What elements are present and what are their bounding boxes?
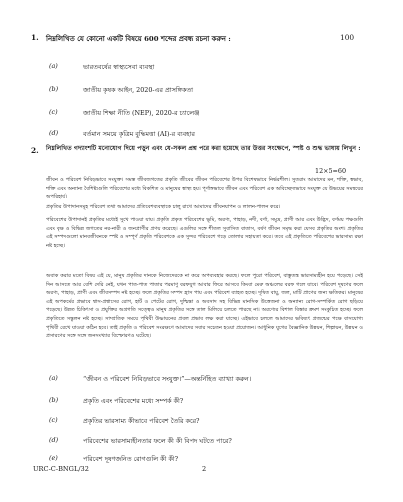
q2-sub-e-label: (e): [49, 454, 58, 462]
question-1-text: নিম্নলিখিত যে কোনো একটি বিষয়ে 600 শব্দের প্রবন্ধ রচনা করুন :: [46, 35, 231, 43]
q2-sub-c-text: প্রকৃতির ভারসাম্য কীভাবে পরিবেশ তৈরি করে?: [83, 417, 200, 425]
footer-page-number: 2: [202, 465, 207, 473]
q1-option-a-text: ভারতবর্ষের স্বাস্থ্যসেবা ব্যবস্থা: [83, 63, 155, 71]
q1-option-d-label: (d): [49, 129, 59, 137]
footer-paper-code: URC-C-BNGL/32: [33, 465, 89, 473]
q2-sub-b-label: (b): [49, 396, 59, 404]
q2-sub-a-label: (a): [49, 374, 58, 382]
q1-option-a-label: (a): [49, 62, 58, 70]
q2-sub-b-text: প্রকৃতি এবং পরিবেশের মধ্যে সম্পর্ক কী?: [83, 397, 184, 405]
passage-paragraph-3: পরিবেশের উপাদানই প্রকৃতির মধ্যেই সুখে পাওয়া যায়। প্রকৃতি প্রকৃত পরিবেশের ভূমি, অরণ্য, পাহাড়, নদী, বর্ণা, সমুদ্র, প্রাণী আর এবং উদ্ভিদ, বর্ণময় পক্ষগুলি এবং বৃক্ষ ও বিভিন্ন জগতের নর-নারী ও জনপ্রাণীর প্রণয় করেছে। এগুলির সঙ্গে শীতল সুবাসিত বাতাস, বর্ষণ জীবন সমৃদ্ধ করা যেসব প্রকৃতির অংশ। প্রকৃতির এই সম্পদগুলো মানবজীবনকে স্পষ্ট ও সম্পূর্ণ প্রকৃতি পরিবেশকে এক সুন্দর পরিবেশে গড়ে তোলার সহায়তা করে। তবে এই প্রকৃতিতে পরিবেশের ভারসাম্য রক্ষা নষ্ট হচ্ছে।: [46, 217, 363, 249]
question-2-number: 2.: [31, 146, 39, 155]
passage-paragraph-1: জীবন ও পরিবেশ নিবিড়ভাবে সংযুক্ত। সমস্ত জীবজগতের প্রকৃতি জীবের জীবন পরিবেশের উপর বিশেষভাবে নির্ভরশীল। সুতরাং আমাদের মন, শক্তি, স্বভাব, শক্তি এবং অন্যান্য বৈশিষ্ট্যগুলি পরিবেশের মধ্যে বিকশিত ও মানুষের স্বাস্থ্য হয়। পূর্ণাঙ্গভাবে জীবন এবং পরিবেশ এক অবিচ্ছেদ্যভাবে সংযুক্ত যে উভয়ের সমন্বয়ের অপরিহার্য।: [46, 177, 363, 201]
q2-sub-e-text: পরিবেশ দূষণজনিত রোগগুলি কী কী?: [83, 455, 179, 463]
q1-option-c-text: জাতীয় শিক্ষা নীতি (NEP), 2020-র চ্যালেঞ্জ: [83, 109, 200, 117]
question-2-marks: 12×5=60: [315, 167, 347, 175]
q1-option-b-text: জাতীয় কৃষক আইন, 2020-এর প্রাসঙ্গিকতা: [83, 86, 194, 94]
q2-sub-c-label: (c): [49, 416, 58, 424]
question-2-instruction: নিম্নলিখিত গদ্যাংশটি মনোযোগ দিয়ে পড়ুন এবং যে-সকল প্রশ্ন পরে করা হয়েছে তার উত্তর সংক্ষেপে, স্পষ্ট ও শুদ্ধ ভাষায় লিখুন :: [46, 145, 361, 152]
q1-option-d-text: বর্তমান সময়ে কৃত্রিম বুদ্ধিমত্তা (AI)-র ব্যবহার: [83, 130, 195, 138]
question-1-number: 1.: [31, 33, 39, 42]
q2-sub-d-label: (d): [49, 436, 59, 444]
q2-sub-d-text: পরিবেশের ভারসাম্যহীনতার ফলে কী কী বিপদ ঘটতে পারে?: [83, 437, 232, 445]
q1-option-b-label: (b): [49, 85, 59, 93]
q2-sub-a-text: “জীবন ও পরিবেশ নিবিড়ভাবে সংযুক্ত।”—অন্তর্নিহিত ব্যাখ্যা করুন।: [83, 375, 252, 383]
passage-paragraph-4: অবাক করার মতো বিষয় এই যে, মানুষ প্রকৃতির দানকে নিজেদেরকে না করে অপব্যবহার করছে। ফলে পুরো পরিবেশ, বাস্তুতন্ত্র ভারসাম্যহীন হয়ে পড়েছে। সেই দিন আসতে আর বেশি দেরি নেই, যখন পাত-পাত পাতার পরমাণু বরফযুগ আবার ফিরে আসবে কিংবা মেরু অঞ্চলের বরফ গলে যাবে। পরিবেশ দূষণের ফলে অরণ্য, পাহাড়, প্রাণী এবং জীবসম্পদ নষ্ট হচ্ছে। ফলে প্রকৃতির সম্পদ হ্রাস পায় এবং পরিবেশ ব্যাহত হচ্ছে। দূষিত বায়ু, জল, মাটি প্রাণের জন্য ক্ষতিকর। মানুষের এই অপকর্মের প্রভাবে শ্বাস-প্রশ্বাসের রোগ, হার্ট ও পেটের রোগ, দুশ্চিন্তা ও অবসাদ সহ বিভিন্ন মানসিক উত্তেজনা ও অন্যান্য রোগ-সম্পর্কিত রোগ ছড়িয়ে পড়েছে। উন্নত চিকিৎসা ও প্রযুক্তির অগ্রগতি সত্ত্বেও মানুষ প্রকৃতির সঙ্গে তাল মিলিয়ে চলতে পারছে না। অরণ্যের বিশাল বিস্তার ক্রমশ সংকুচিত হচ্ছে। ফলে প্রকৃতিতে সন্তুলন নষ্ট হচ্ছে। সাম্প্রতিক সময়ে পৃথিবী উষ্ণায়নের প্রবল প্রভাব লক্ষ করা যাচ্ছে। এইভাবে চললে আমাদের ভবিষ্যৎ প্রজন্মের পক্ষে বাসযোগ্য পৃথিবী রেখে যাওয়া কঠিন হবে। তাই প্রকৃতি ও পরিবেশ সংরক্ষণে আমাদের সবার সচেতন হওয়া প্রয়োজন। আধুনিক যুগের বৈজ্ঞানিক উন্নয়ন, শিল্পায়ন, উন্নয়ন ও প্রসারণের সঙ্গে সঙ্গে জনসংখ্যার বিস্ফোরণও ঘটেছে।: [46, 273, 363, 340]
question-1-marks: 100: [340, 33, 355, 42]
q1-option-c-label: (c): [49, 108, 58, 116]
passage-paragraph-2: প্রকৃতির উপাদানসমূহ পরিবেশ তথা আমাদের প্রতিবেশব্যবস্থাকে চালু রাখে আমাদের জীবনযাপন ও লালন-পালন করে।: [46, 204, 281, 210]
